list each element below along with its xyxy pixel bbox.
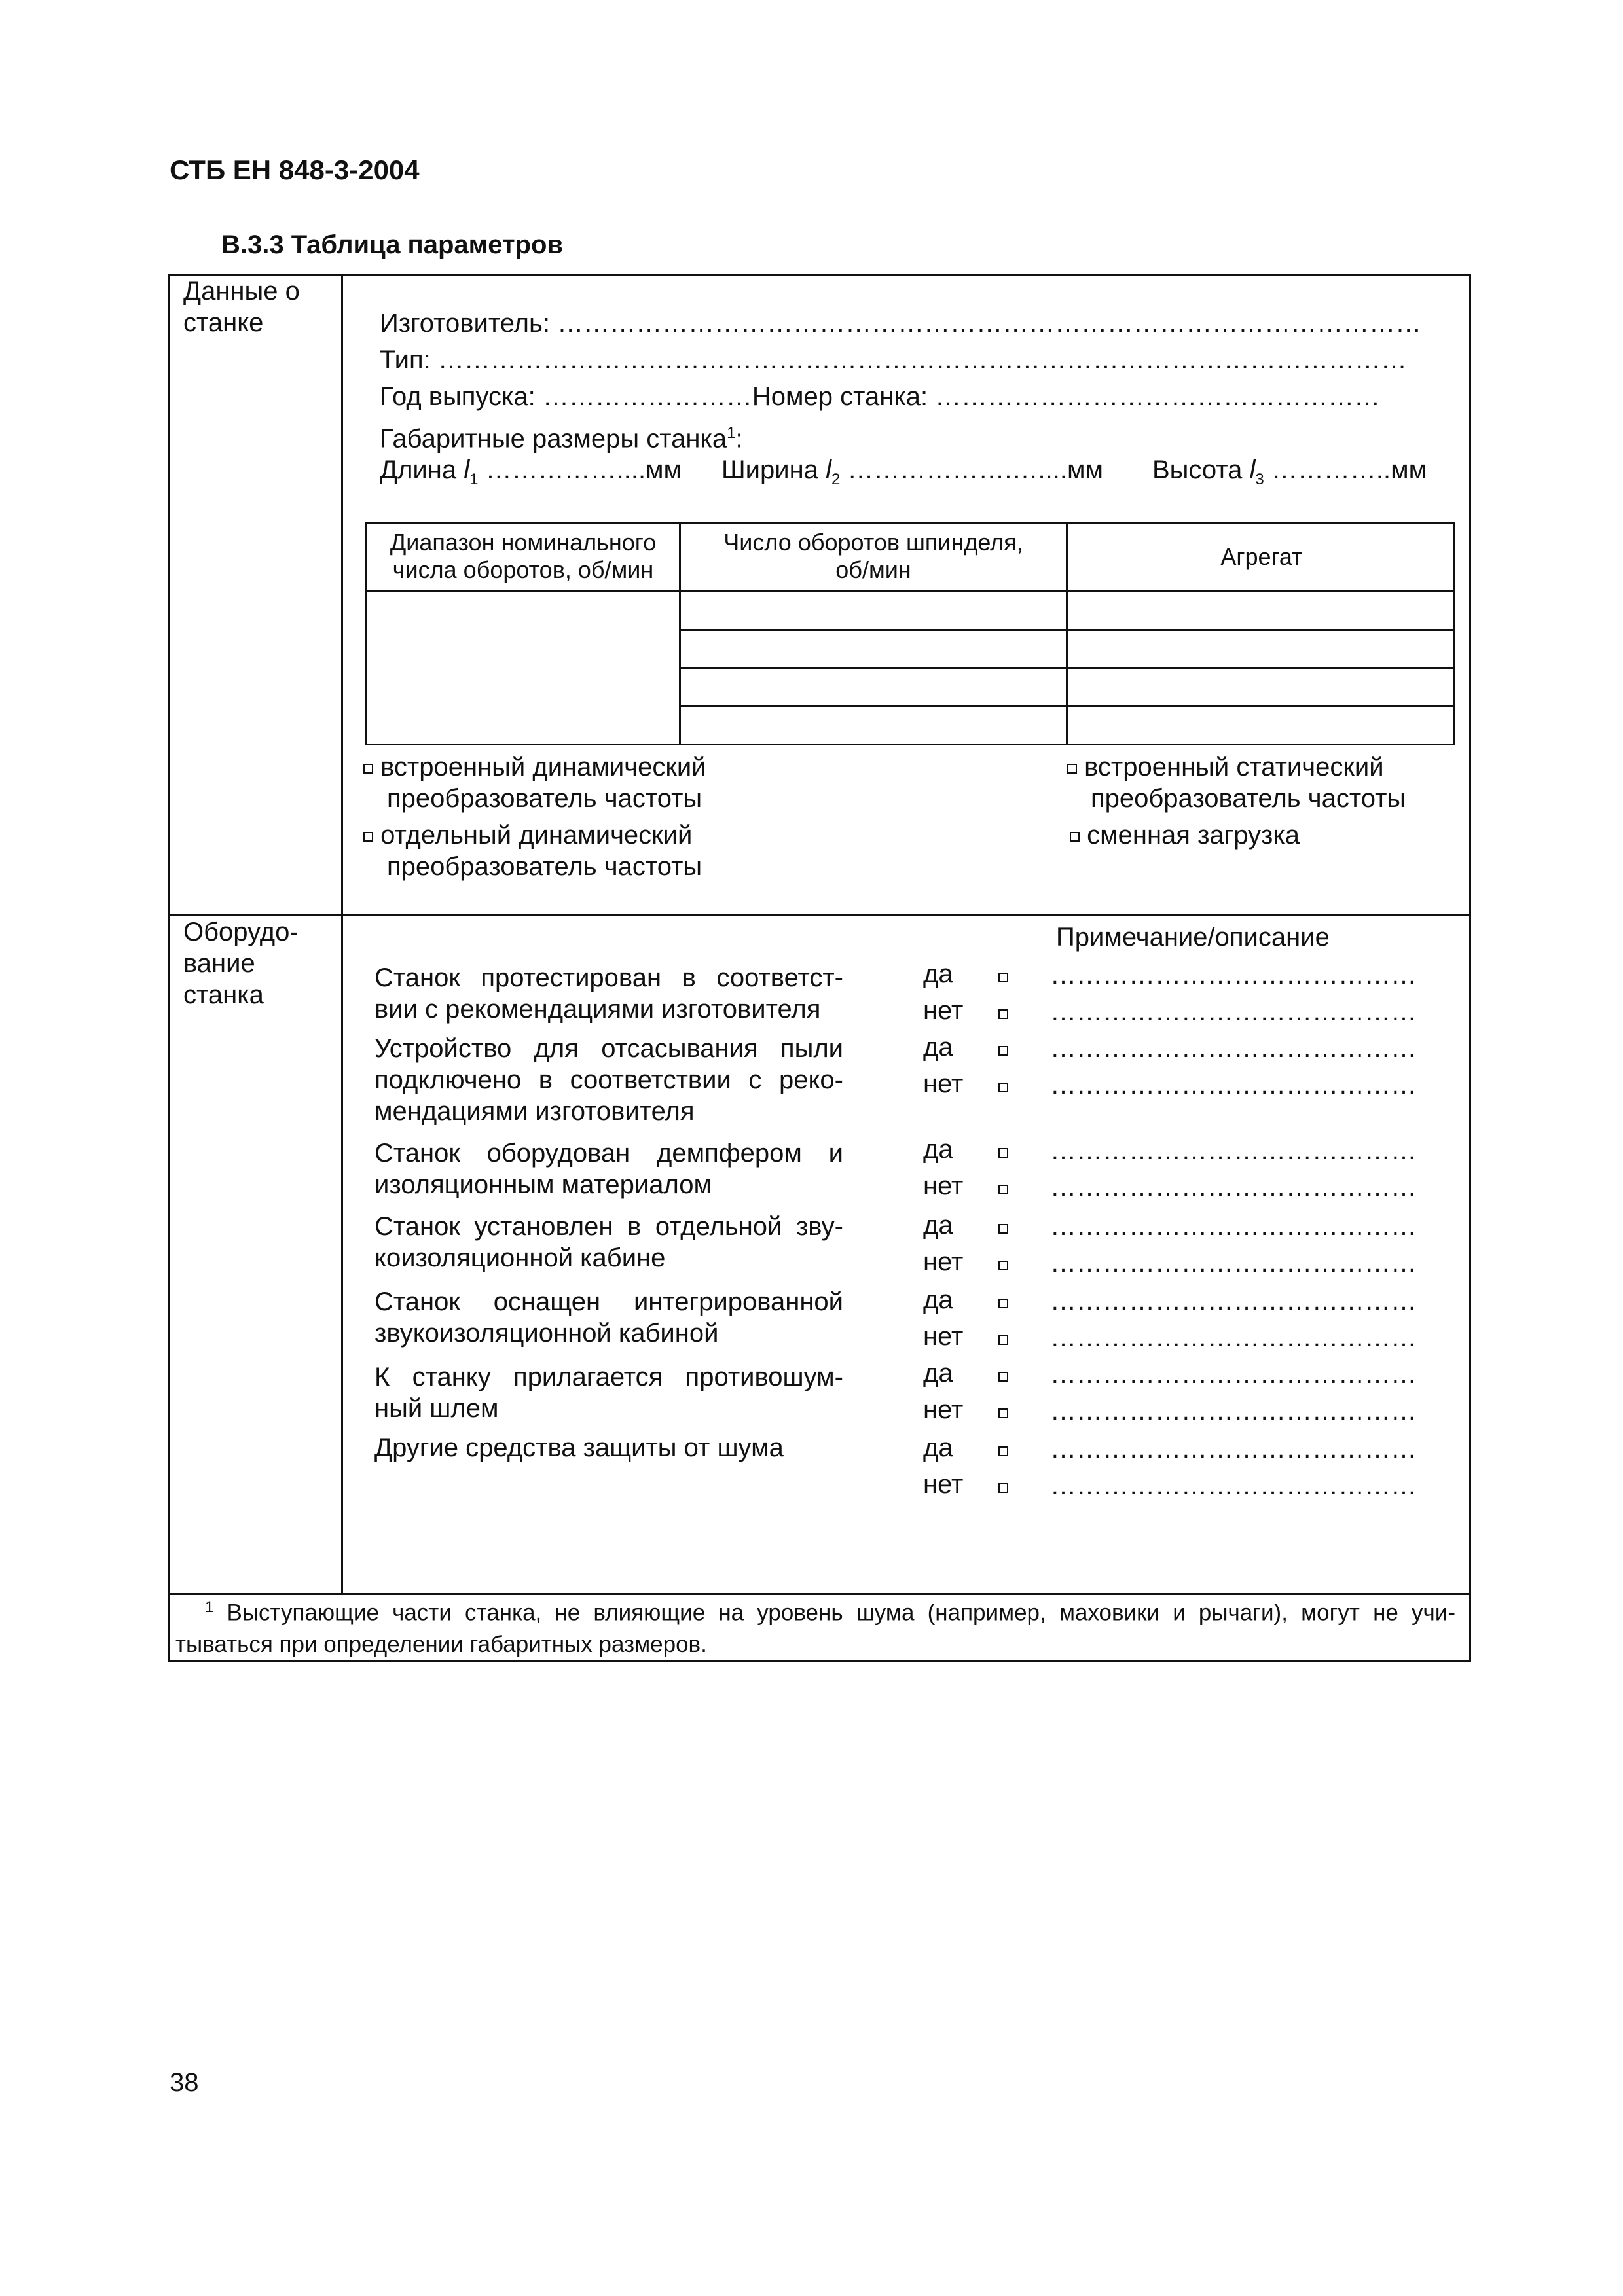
question-helmet: К станку прилагается противошум- ный шлем bbox=[374, 1363, 843, 1423]
answer-no-7-checkbox[interactable] bbox=[998, 1482, 1008, 1494]
dimensions-label: Габаритные размеры станка$^1$: bbox=[380, 424, 743, 454]
table-column-divider bbox=[341, 274, 343, 1594]
answer-no-1-checkbox[interactable] bbox=[998, 1009, 1008, 1020]
answer-yes-1-note: …………………………………… bbox=[1050, 961, 1417, 990]
option-builtin-static: встроенный статический преобразователь частоты bbox=[1067, 751, 1406, 814]
option-separate-dynamic: отдельный динамический преобразователь частоты bbox=[363, 819, 702, 882]
answer-yes-6: да bbox=[923, 1359, 953, 1388]
machine-data-label: Данные о станке bbox=[183, 277, 300, 337]
answer-yes-4-note: …………………………………… bbox=[1050, 1212, 1417, 1241]
footnote-marker: 1 bbox=[205, 1598, 214, 1616]
page-number: 38 bbox=[170, 2068, 199, 2097]
answer-no-3: нет bbox=[923, 1172, 964, 1200]
option-builtin-dynamic: встроенный динамический преобразователь частоты bbox=[363, 751, 706, 814]
answer-no-6-checkbox[interactable] bbox=[998, 1408, 1008, 1420]
section-title: B.3.3 Таблица параметров bbox=[221, 230, 563, 259]
question-separate-cabin: Станок установлен в отдельной зву- коизоляционной кабине bbox=[374, 1212, 843, 1272]
answer-yes-5: да bbox=[923, 1285, 953, 1314]
checkbox[interactable] bbox=[1070, 832, 1080, 842]
answer-yes-6-checkbox[interactable] bbox=[998, 1371, 1008, 1383]
answer-no-1: нет bbox=[923, 996, 964, 1025]
answer-yes-7: да bbox=[923, 1433, 953, 1462]
answer-no-7: нет bbox=[923, 1470, 964, 1499]
question-other-protection: Другие средства защиты от шума bbox=[374, 1433, 784, 1462]
answer-yes-2-checkbox[interactable] bbox=[998, 1045, 1008, 1057]
equipment-label: Оборудо- вание станка bbox=[183, 918, 299, 1009]
answer-no-7-note: …………………………………… bbox=[1050, 1471, 1417, 1500]
answer-no-3-checkbox[interactable] bbox=[998, 1184, 1008, 1196]
document-code: СТБ ЕН 848-3-2004 bbox=[170, 154, 420, 185]
answer-yes-1-checkbox[interactable] bbox=[998, 972, 1008, 984]
question-dust-extraction: Устройство для отсасывания пыли подключено в соответствии с реко- мендациями изготовителя bbox=[374, 1034, 843, 1126]
length-field: Длина $l_1$ ……………....мм bbox=[380, 456, 682, 488]
answer-yes-3-checkbox[interactable] bbox=[998, 1147, 1008, 1159]
answer-no-4-checkbox[interactable] bbox=[998, 1260, 1008, 1272]
question-integrated-cabin: Станок оснащен интегрированной звукоизоляционной кабиной bbox=[374, 1287, 843, 1348]
answer-no-6: нет bbox=[923, 1395, 964, 1424]
answer-yes-5-checkbox[interactable] bbox=[998, 1298, 1008, 1310]
table-row-divider bbox=[168, 914, 1471, 916]
machine-number-field: Номер станка: …………………………………………… bbox=[752, 382, 1381, 411]
speed-table-header-divider bbox=[365, 590, 1455, 592]
answer-no-2-checkbox[interactable] bbox=[998, 1082, 1008, 1094]
speed-table-row-divider bbox=[679, 705, 1455, 707]
speed-table-row-divider bbox=[679, 667, 1455, 669]
footnote: $^1$ Выступающие части станка, не влияющие на уровень шума (например, маховики и рычаги), могут не учи- тываться при определении габаритных размеров. bbox=[175, 1598, 1455, 1657]
type-field: Тип: ………………………………………………………………………………………………… bbox=[380, 346, 1407, 374]
answer-no-3-note: …………………………………… bbox=[1050, 1173, 1417, 1202]
answer-no-2: нет bbox=[923, 1069, 964, 1098]
width-field: Ширина $l_2$ ……………….…....мм bbox=[721, 456, 1103, 488]
answer-yes-4-checkbox[interactable] bbox=[998, 1223, 1008, 1235]
answer-no-6-note: …………………………………… bbox=[1050, 1397, 1417, 1426]
answer-no-4-note: …………………………………… bbox=[1050, 1249, 1417, 1278]
checkbox[interactable] bbox=[1067, 764, 1077, 774]
answer-yes-1: да bbox=[923, 960, 953, 988]
answer-no-4: нет bbox=[923, 1247, 964, 1276]
answer-no-2-note: …………………………………… bbox=[1050, 1071, 1417, 1100]
checkbox[interactable] bbox=[363, 832, 373, 842]
answer-no-1-note: …………………………………… bbox=[1050, 997, 1417, 1026]
answer-yes-7-checkbox[interactable] bbox=[998, 1446, 1008, 1458]
spindle-speed-header: Число оборотов шпинделя, об/мин bbox=[723, 529, 1023, 583]
answer-no-5: нет bbox=[923, 1322, 964, 1351]
manufacturer-field: Изготовитель: ……………………………………………………………………………………… bbox=[380, 309, 1422, 338]
option-replaceable-load: сменная загрузка bbox=[1070, 819, 1300, 851]
year-machine-no-field bbox=[380, 381, 1380, 412]
answer-yes-6-note: …………………………………… bbox=[1050, 1360, 1417, 1389]
speed-table-row-divider bbox=[679, 629, 1455, 631]
answer-yes-3-note: …………………………………… bbox=[1050, 1136, 1417, 1165]
unit-header: Агрегат bbox=[1220, 543, 1303, 570]
checkbox[interactable] bbox=[363, 764, 373, 774]
answer-yes-7-note: …………………………………… bbox=[1050, 1435, 1417, 1463]
note-description-header: Примечание/описание bbox=[1056, 923, 1330, 952]
question-tested: Станок протестирован в соответст- вии с рекомендациями изготовителя bbox=[374, 963, 843, 1024]
speed-range-header: Диапазон номинального числа оборотов, об/мин bbox=[390, 529, 657, 583]
answer-yes-2-note: …………………………………… bbox=[1050, 1034, 1417, 1063]
answer-yes-3: да bbox=[923, 1135, 953, 1164]
answer-yes-2: да bbox=[923, 1033, 953, 1062]
answer-yes-5-note: …………………………………… bbox=[1050, 1287, 1417, 1316]
answer-yes-4: да bbox=[923, 1211, 953, 1240]
height-field: Высота $l_3$ …………..мм bbox=[1152, 456, 1427, 488]
question-damper: Станок оборудован демпфером и изоляционным материалом bbox=[374, 1139, 843, 1199]
answer-no-5-note: …………………………………… bbox=[1050, 1323, 1417, 1352]
year-field: Год выпуска: …………………… bbox=[380, 382, 752, 411]
answer-no-5-checkbox[interactable] bbox=[998, 1335, 1008, 1346]
